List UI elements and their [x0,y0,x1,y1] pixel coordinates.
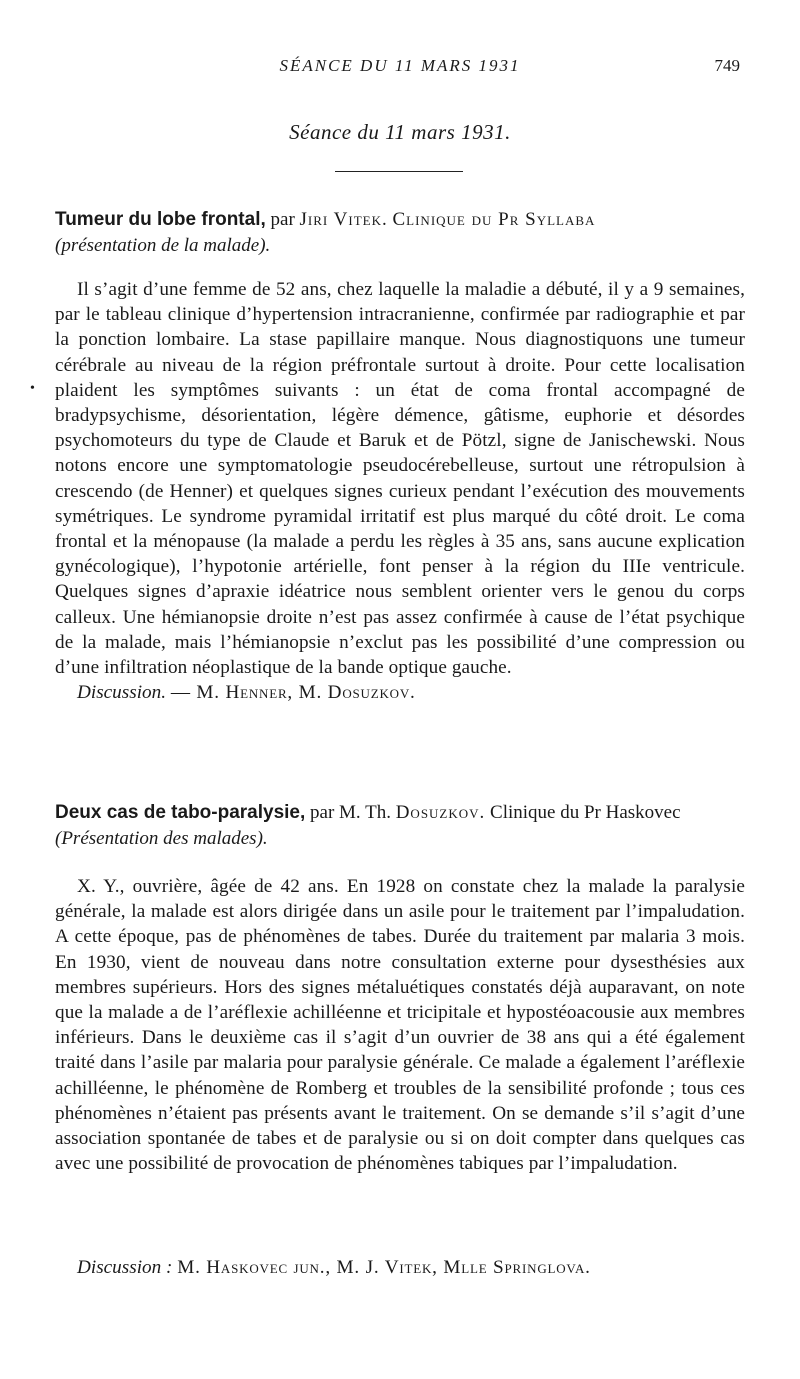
section-frontal-lobe-tumor [55,207,745,705]
discussion-participants: M. Haskovec jun., M. J. Vitek, Mlle Springlova. [177,1257,591,1278]
discussion-label: Discussion : [77,1257,173,1278]
section-title: Tumeur du lobe frontal, [55,209,266,230]
section-subtitle: (Présentation des malades). [55,828,268,849]
section-body: X. Y., ouvrière, âgée de 42 ans. En 1928 on constate chez la malade la paralysie générale, la malade est alors dirigée dans un asile pour le traitement par l’impaludation. A cette époque, pas de phénomènes de tabes. Durée du traitement par malaria 3 mois. En 1930, vient de nouveau dans notre consultation externe pour dysesthésies aux membres supérieurs. Hors des signes métaluétiques constatés déjà auparavant, on note que la malade a de l’aréflexie achilléenne et tricipitale et hypostéoacousie aux membres inférieurs. Dans le deuxième cas il s’agit d’un ouvrier de 38 ans qui a été également traité dans l’asile par malaria pour paralysie générale. Ce malade a également l’aréflexie achilléenne, le phénomène de Romberg et troubles de la sensibilité profonde ; tous ces phénomènes n’étaient pas présents avant le traitement. On se demande s’il s’agit d’une association spontanée de tabes et de paralysie ou si on doit compter dans quelques cas avec une possibilité de provocation de phénomènes tabiques par l’impaludation. [55,876,745,1175]
running-header [0,56,800,82]
by-word: par M. Th. [310,802,391,823]
section-body: Il s’agit d’une femme de 52 ans, chez laquelle la maladie a débuté, il y a 9 semaines, par le tableau clinique d’hypertension intracranienne, confirmée par radiographie et par la ponction lombaire. La stase papillaire manque. Nous diagnostiquons une tumeur cérébrale au niveau de la région préfrontale surtout à droite. Pour cette localisation plaident les symptômes suivants : un état de coma frontal accompagné de bradypsychisme, désorientation, légère démence, gâtisme, euphorie et désordes psychomoteurs du type de Claude et Baruk et de Pötzl, signe de Janischewski. Nous notons encore une symptomatologie pseudocérebelleuse, surtout une rétropulsion à crescendo (de Henner) et quelques signes curieux pendant l’exécution des mouvements symétriques. Le syndrome pyramidal irritatif est plus marqué du côté droit. Le coma frontal et la ménopause (la malade a perdu les règles à 35 ans, sans aucune explication gynécologique), l’hypotonie artérielle, font penser à la région du IIIe ventricule. Quelques signes d’apraxie idéatrice nous semblent orienter vers le genou du corps calleux. Une hémianopsie droite n’est pas assez confirmée à cause de l’état psychique de la malade, mais l’hémianopsie n’exclut pas les possibilité d’une compression ou d’une infiltration néoplastique de la bande optique gauche. [55,279,745,679]
session-title: Séance du 11 mars 1931. [289,120,511,144]
section-heading [55,800,745,852]
author-name: Dosuzkov. [395,802,486,823]
discussion-participants: — M. Henner, M. Dosuzkov. [170,682,416,704]
title-divider [335,171,463,172]
discussion-label: Discussion. [77,682,167,704]
discussion-line [55,680,745,705]
clinic-name: Clinique du Pr Syllaba [392,209,596,230]
page-number: 749 [714,56,740,75]
section-tabo-paralysis [55,800,745,1176]
author-name: Jiri Vitek. [299,209,388,230]
section-title: Deux cas de tabo-paralysie, [55,802,306,823]
discussion-line [55,1255,767,1280]
section-subtitle: (présentation de la malade). [55,235,271,256]
margin-mark: • [30,381,35,396]
clinic-name: Clinique du Pr Haskovec [490,802,681,823]
by-word: par [270,209,295,230]
section-heading [55,207,745,259]
running-title: SÉANCE DU 11 MARS 1931 [279,56,521,75]
